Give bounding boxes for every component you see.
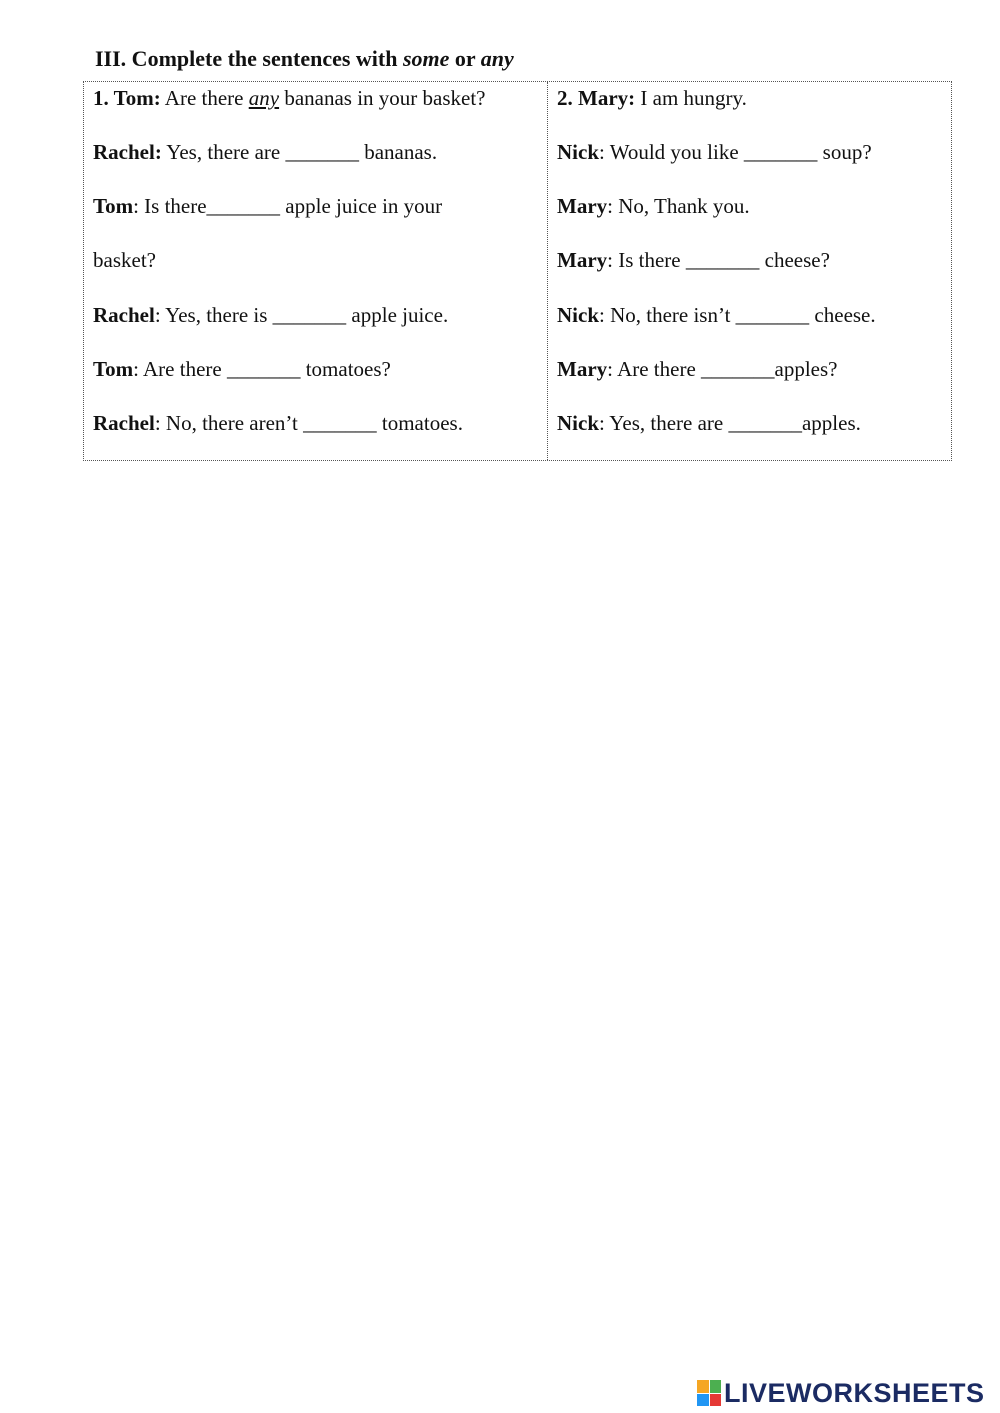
dialogue-line: Mary: Is there _______ cheese? [557, 248, 830, 272]
dialogue-line: Tom: Is there_______ apple juice in your [93, 194, 443, 218]
logo-text: LIVEWORKSHEETS [724, 1377, 985, 1408]
heading-word-some: some [402, 46, 450, 71]
example-answer: any [248, 86, 280, 110]
dialogue-line: Mary: No, Thank you. [557, 194, 750, 218]
dialogue-line: Tom: Are there _______ tomatoes? [93, 357, 391, 381]
exercise-heading [95, 46, 514, 72]
exercise-table [83, 81, 952, 461]
dialogue-line: 2. Mary: I am hungry. [557, 86, 747, 110]
heading-middle: or [449, 46, 481, 71]
heading-word-any: any [480, 46, 514, 71]
dialogue-line: Nick: No, there isn’t _______ cheese. [557, 303, 876, 327]
dialogue-line: Rachel: Yes, there is _______ apple juice. [93, 303, 449, 327]
dialogue-line: Mary: Are there _______apples? [557, 357, 838, 381]
dialogue-column-1 [84, 82, 548, 460]
dialogue-line: basket? [93, 248, 156, 272]
dialogue-line: 1. Tom: Are there any bananas in your basket? [93, 86, 486, 110]
dialogue-line: Nick: Would you like _______ soup? [557, 140, 872, 164]
liveworksheets-logo [697, 1378, 985, 1408]
dialogue-line: Nick: Yes, there are _______apples. [557, 411, 861, 435]
logo-icon [697, 1380, 721, 1406]
dialogue-line: Rachel: No, there aren’t _______ tomatoes. [93, 411, 463, 435]
heading-prefix: III. Complete the sentences with [95, 46, 403, 71]
dialogue-column-2 [548, 82, 951, 460]
dialogue-line: Rachel: Yes, there are _______ bananas. [93, 140, 438, 164]
